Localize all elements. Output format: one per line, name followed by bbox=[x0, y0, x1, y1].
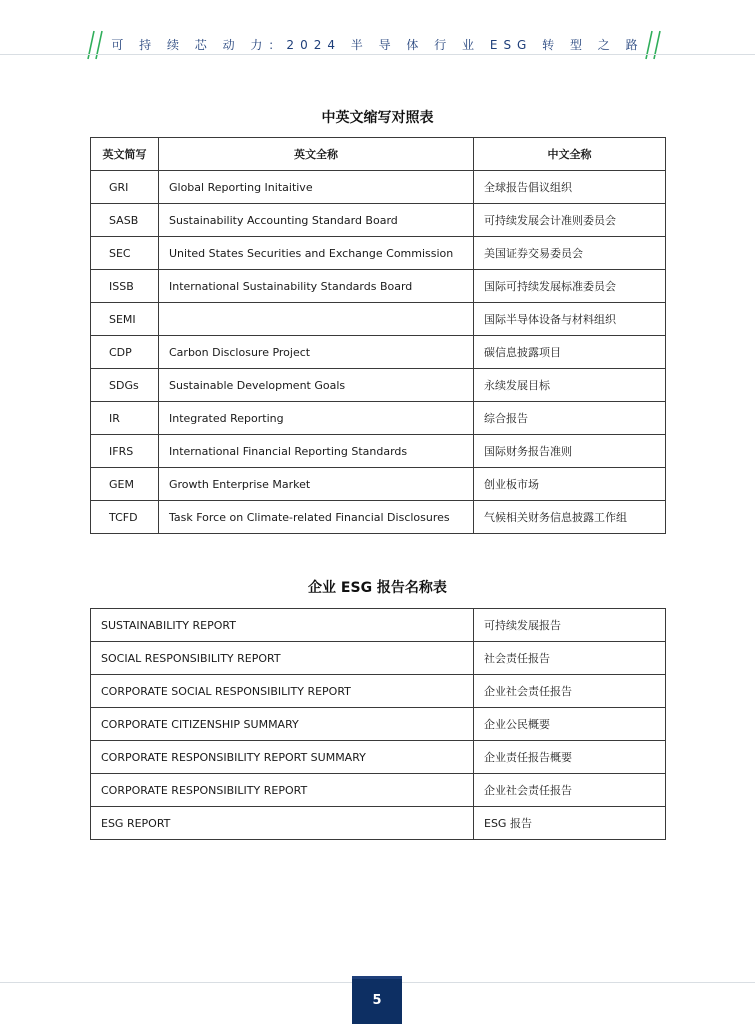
table-row bbox=[91, 675, 666, 708]
table-row bbox=[91, 171, 666, 204]
report-name-en: CORPORATE SOCIAL RESPONSIBILITY REPORT bbox=[91, 675, 474, 708]
table-row bbox=[91, 336, 666, 369]
report-table bbox=[90, 608, 666, 840]
chinese-full-cell: 美国证券交易委员会 bbox=[474, 237, 666, 270]
report-name-cn: 企业社会责任报告 bbox=[474, 675, 666, 708]
chinese-full-cell: 可持续发展会计准则委员会 bbox=[474, 204, 666, 237]
table-row bbox=[91, 708, 666, 741]
english-full-cell bbox=[159, 303, 474, 336]
report-name-en: CORPORATE RESPONSIBILITY REPORT bbox=[91, 774, 474, 807]
abbr-cell: TCFD bbox=[91, 501, 159, 534]
report-name-cn: 可持续发展报告 bbox=[474, 609, 666, 642]
column-header: 中文全称 bbox=[474, 138, 666, 171]
abbr-cell: IFRS bbox=[91, 435, 159, 468]
report-name-cn: 企业社会责任报告 bbox=[474, 774, 666, 807]
abbr-table-title: 中英文缩写对照表 bbox=[321, 110, 434, 126]
abbr-cell: IR bbox=[91, 402, 159, 435]
table-row bbox=[91, 501, 666, 534]
report-name-en: CORPORATE CITIZENSHIP SUMMARY bbox=[91, 708, 474, 741]
chinese-full-cell: 综合报告 bbox=[474, 402, 666, 435]
english-full-cell: International Financial Reporting Standards bbox=[159, 435, 474, 468]
abbr-cell: SDGs bbox=[91, 369, 159, 402]
english-full-cell: International Sustainability Standards Board bbox=[159, 270, 474, 303]
table-row bbox=[91, 774, 666, 807]
abbr-cell: CDP bbox=[91, 336, 159, 369]
chinese-full-cell: 国际可持续发展标准委员会 bbox=[474, 270, 666, 303]
abbr-table-header bbox=[91, 138, 666, 171]
page-number-box bbox=[352, 976, 402, 1024]
column-header: 英文全称 bbox=[159, 138, 474, 171]
table-row bbox=[91, 741, 666, 774]
report-name-en: SOCIAL RESPONSIBILITY REPORT bbox=[91, 642, 474, 675]
english-full-cell: United States Securities and Exchange Commission bbox=[159, 237, 474, 270]
abbr-cell: ISSB bbox=[91, 270, 159, 303]
report-name-cn: ESG 报告 bbox=[474, 807, 666, 840]
english-full-cell: Task Force on Climate-related Financial Disclosures bbox=[159, 501, 474, 534]
chinese-full-cell: 国际财务报告准则 bbox=[474, 435, 666, 468]
abbr-cell: SEMI bbox=[91, 303, 159, 336]
table-row bbox=[91, 237, 666, 270]
header-divider bbox=[0, 54, 755, 55]
column-header: 英文简写 bbox=[91, 138, 159, 171]
report-name-en: CORPORATE RESPONSIBILITY REPORT SUMMARY bbox=[91, 741, 474, 774]
table-row bbox=[91, 609, 666, 642]
page-number: 5 bbox=[372, 992, 382, 1008]
english-full-cell: Carbon Disclosure Project bbox=[159, 336, 474, 369]
english-full-cell: Sustainable Development Goals bbox=[159, 369, 474, 402]
report-name-cn: 企业公民概要 bbox=[474, 708, 666, 741]
double-slash-icon bbox=[644, 30, 666, 60]
abbr-cell: SASB bbox=[91, 204, 159, 237]
english-full-cell: Integrated Reporting bbox=[159, 402, 474, 435]
table-row bbox=[91, 204, 666, 237]
table-row bbox=[91, 369, 666, 402]
abbr-cell: GRI bbox=[91, 171, 159, 204]
table-row bbox=[91, 303, 666, 336]
table-row bbox=[91, 435, 666, 468]
table-row bbox=[91, 270, 666, 303]
abbr-cell: SEC bbox=[91, 237, 159, 270]
english-full-cell: Sustainability Accounting Standard Board bbox=[159, 204, 474, 237]
english-full-cell: Growth Enterprise Market bbox=[159, 468, 474, 501]
abbr-table bbox=[90, 137, 666, 534]
table-row bbox=[91, 402, 666, 435]
english-full-cell: Global Reporting Initaitive bbox=[159, 171, 474, 204]
chinese-full-cell: 永续发展目标 bbox=[474, 369, 666, 402]
table-row bbox=[91, 807, 666, 840]
chinese-full-cell: 创业板市场 bbox=[474, 468, 666, 501]
table-row bbox=[91, 642, 666, 675]
report-name-en: SUSTAINABILITY REPORT bbox=[91, 609, 474, 642]
header-title: 可 持 续 芯 动 力：2024 半 导 体 行 业 ESG 转 型 之 路 bbox=[111, 38, 644, 52]
report-name-cn: 社会责任报告 bbox=[474, 642, 666, 675]
chinese-full-cell: 碳信息披露项目 bbox=[474, 336, 666, 369]
chinese-full-cell: 全球报告倡议组织 bbox=[474, 171, 666, 204]
table-row bbox=[91, 468, 666, 501]
report-name-en: ESG REPORT bbox=[91, 807, 474, 840]
page-box-top-bar bbox=[352, 976, 402, 979]
chinese-full-cell: 气候相关财务信息披露工作组 bbox=[474, 501, 666, 534]
report-table-title: 企业 ESG 报告名称表 bbox=[308, 580, 447, 596]
abbr-cell: GEM bbox=[91, 468, 159, 501]
chinese-full-cell: 国际半导体设备与材料组织 bbox=[474, 303, 666, 336]
report-name-cn: 企业责任报告概要 bbox=[474, 741, 666, 774]
